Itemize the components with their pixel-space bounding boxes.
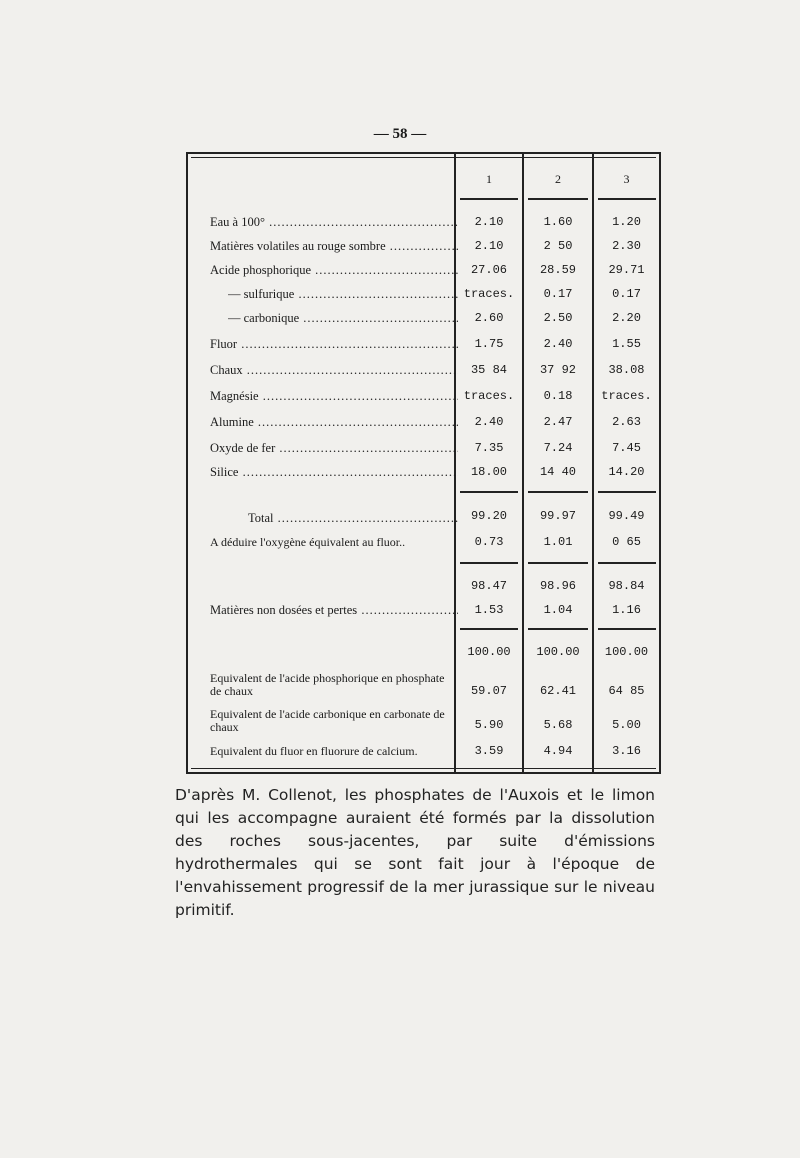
cell: 2.60	[474, 311, 504, 325]
table-inner-bottom-rule	[191, 768, 656, 769]
cell: 1.16	[612, 603, 641, 617]
cell: 1.20	[612, 215, 641, 229]
cell: 62.41	[539, 684, 576, 698]
row-label-total: Total .....	[248, 511, 458, 526]
cell: 100.00	[604, 645, 649, 659]
cell: 7.45	[612, 441, 641, 455]
row-label-magnesie: Magnésie .....	[210, 389, 458, 404]
table-inner-top-rule	[191, 157, 656, 158]
column-header-3: 3	[623, 172, 630, 186]
cell: 29.71	[608, 263, 645, 277]
row-label-matieres-non-dosees: Matières non dosées et pertes .....	[210, 603, 458, 618]
cell: 100.00	[467, 645, 511, 659]
row-label-silice: Silice .....	[210, 465, 458, 480]
row-label-eau: Eau à 100° .....	[210, 215, 458, 230]
cell: traces.	[463, 389, 515, 403]
cell: 4.94	[543, 744, 573, 758]
cell: 5.00	[612, 718, 641, 732]
header-rule	[598, 198, 656, 200]
cell: 98.47	[470, 579, 507, 593]
cell: 0.17	[543, 287, 573, 301]
row-label-equivalent-phosphate: Equivalent de l'acide phosphorique en phosphate de chaux	[210, 672, 445, 698]
cell: 0.17	[612, 287, 641, 301]
row-label-oxyde-de-fer: Oxyde de fer .....	[210, 441, 458, 456]
cell: traces.	[601, 389, 652, 403]
cell: 2.63	[612, 415, 641, 429]
analysis-table	[186, 152, 661, 774]
cell: 28.59	[539, 263, 576, 277]
cell: 35 84	[470, 363, 507, 377]
cell: 1.01	[543, 535, 573, 549]
header-rule	[460, 198, 518, 200]
cell: 0.18	[543, 389, 573, 403]
column-header-2: 2	[555, 172, 561, 186]
column-header-1: 1	[486, 172, 492, 186]
cell: 64 85	[608, 684, 645, 698]
cell: 1.60	[543, 215, 573, 229]
row-label-deduire-oxygene: A déduire l'oxygène équivalent au fluor..	[210, 535, 406, 549]
cell: 99.97	[539, 509, 576, 523]
cell: 2.50	[543, 311, 573, 325]
cell: 2.20	[612, 311, 641, 325]
cell: 2.40	[474, 415, 504, 429]
subtotal-rule	[460, 628, 518, 630]
cell: 99.20	[470, 509, 507, 523]
cell: 2.10	[474, 239, 504, 253]
row-label-equivalent-carbonate: Equivalent de l'acide carbonique en carbonate de chaux	[210, 708, 445, 734]
row-label-carbonique: — carbonique .....	[228, 311, 458, 326]
cell: 100.00	[536, 645, 580, 659]
cell: traces.	[463, 287, 515, 301]
row-label-chaux: Chaux .....	[210, 363, 458, 378]
cell: 18.00	[470, 465, 507, 479]
row-label-fluor: Fluor .....	[210, 337, 458, 352]
row-label-equivalent-fluorure: Equivalent du fluor en fluorure de calcium.	[210, 744, 418, 758]
cell: 5.68	[543, 718, 573, 732]
cell: 3.16	[612, 744, 641, 758]
subtotal-rule	[528, 628, 588, 630]
cell: 2.30	[612, 239, 641, 253]
cell: 98.84	[608, 579, 645, 593]
cell: 0.73	[474, 535, 504, 549]
cell: 14 40	[539, 465, 576, 479]
cell: 3.59	[474, 744, 504, 758]
cell: 2.40	[543, 337, 573, 351]
body-paragraph: D'après M. Collenot, les phosphates de l'Auxois et le limon qui les accompagne auraient été formés par la dissolution des roches sous-jacentes, par suite d'émissions hydrothermales qui se sont fait jour à l'époque de l'envahissement progressif de la mer jurassique sur le niveau primitif.	[175, 786, 655, 919]
row-label-acide-phosphorique: Acide phosphorique .....	[210, 263, 458, 278]
header-rule	[528, 198, 588, 200]
cell: 5.90	[474, 718, 504, 732]
cell: 37 92	[539, 363, 576, 377]
row-label-matieres-volatiles: Matières volatiles au rouge sombre .....	[210, 239, 458, 254]
cell: 1.75	[474, 337, 504, 351]
subtotal-rule	[528, 491, 588, 493]
cell: 7.35	[474, 441, 504, 455]
cell: 99.49	[608, 509, 645, 523]
cell: 2.47	[543, 415, 573, 429]
cell: 0 65	[612, 535, 641, 549]
subtotal-rule	[598, 491, 656, 493]
cell: 98.96	[539, 579, 576, 593]
cell: 59.07	[470, 684, 507, 698]
subtotal-rule	[528, 562, 588, 564]
subtotal-rule	[460, 562, 518, 564]
cell: 27.06	[470, 263, 507, 277]
cell: 1.55	[612, 337, 641, 351]
cell: 1.53	[474, 603, 504, 617]
cell: 7.24	[543, 441, 573, 455]
cell: 2 50	[543, 239, 573, 253]
subtotal-rule	[460, 491, 518, 493]
cell: 2.10	[474, 215, 504, 229]
cell: 38.08	[608, 363, 645, 377]
page-number: — 58 —	[373, 126, 427, 142]
row-label-sulfurique: — sulfurique .....	[228, 287, 458, 302]
row-label-alumine: Alumine .....	[210, 415, 458, 430]
cell: 14.20	[608, 465, 645, 479]
cell: 1.04	[543, 603, 573, 617]
subtotal-rule	[598, 628, 656, 630]
subtotal-rule	[598, 562, 656, 564]
